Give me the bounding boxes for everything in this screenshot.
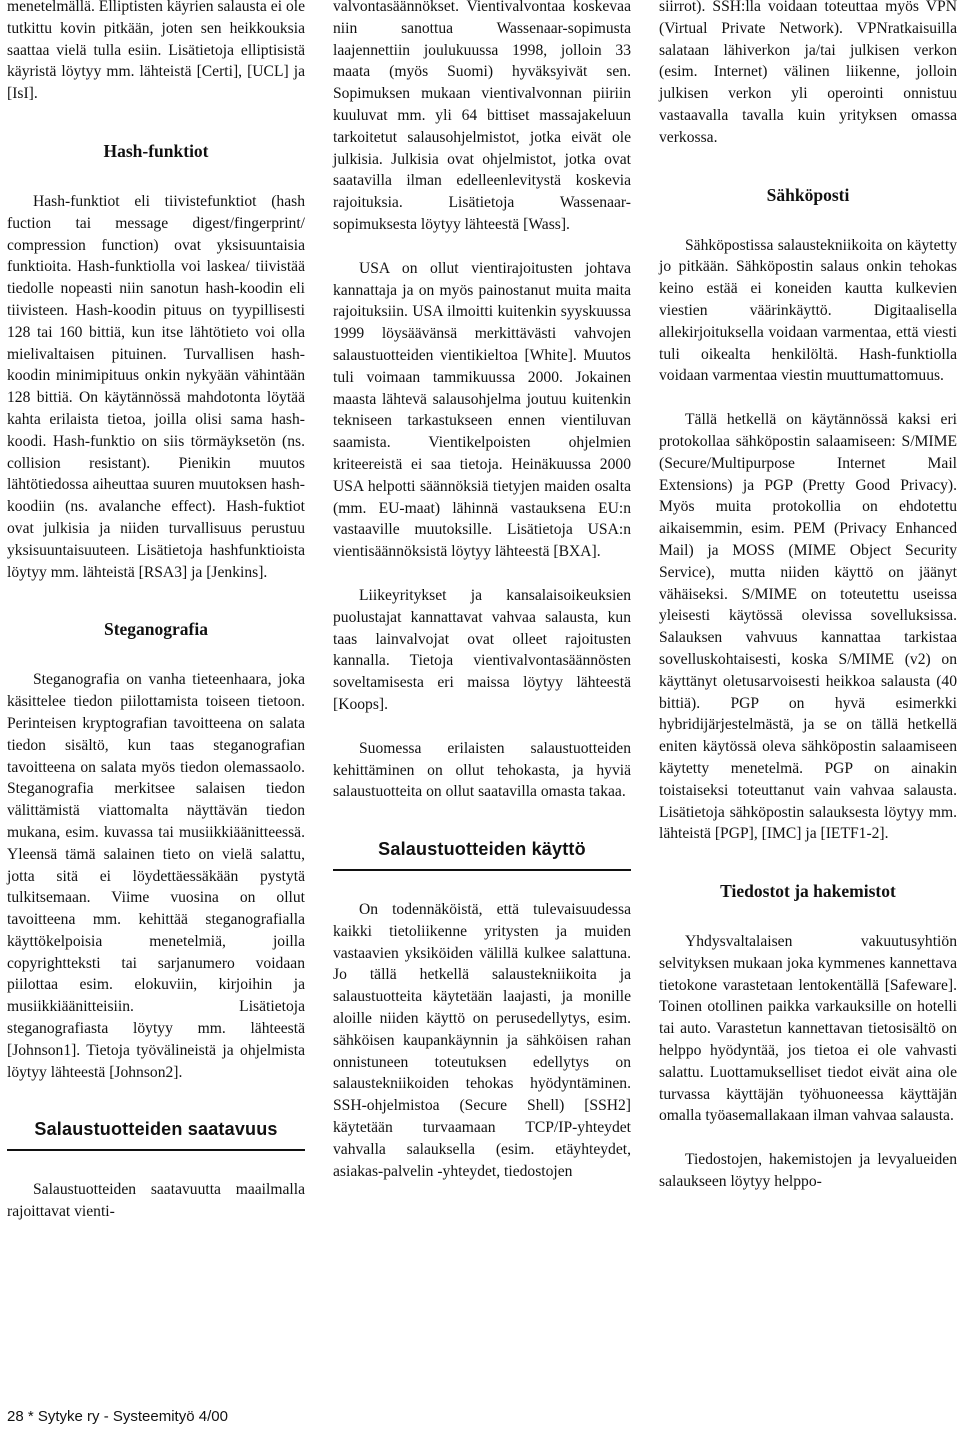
paragraph-smime-pgp: Tällä hetkellä on käytännössä kaksi eri protokollaa sähköpostin salaamiseen: S/MIME (Secure/Multipurpose Internet Mail Extensions) ja PGP (Pretty Good Privacy). Myös muita protokollia on ehdotettu aikaisemmin, esim. PEM (Privacy Enhanced Mail) ja MOSS (MIME Object Security Service), mutta niiden käyttö on jäänyt vähäiseksi. S/MIME on toteutettu useissa yleisesti käytössä olevissa sovelluksissa. Salauksen vahvuus kannattaa tarkistaa sovelluskohtaisesti, koska S/MIME (v2) on käyttänyt oletusarvoisesti heikkoa salausta (40 bittiä). PGP on hyvä esimerkki hybridijärjestelmästä, ja se on tällä hetkellä eniten käytössä oleva sähköpostin salaamiseen käytetty menetelmä. PGP on ainakin toistaiseksi toteuttanut vain vahvaa salausta. Lisätietoja sähköpostin salauksesta löytyy mm. lähteistä [PGP], [IMC] ja [IETF1-2].: [659, 411, 957, 843]
heading-sahkoposti: Sähköposti: [766, 184, 850, 205]
paragraph-usa-vientirajoitukset: USA on ollut vientirajoitusten johtava kannattaja ja on myös painostanut muita maita rajoituksiin. USA ilmoitti kuitenkin syyskuussa 1999 löysäävänsä merkittävästi vahvojen salaustuotteiden vientikieltoa [White]. Muutos tuli voimaan tammikuussa 2000. Jokainen maasta lähtevä salausohjelma joutuu kuitenkin tekniseen tarkastukseen ennen vientiluvan saamista. Vientikelpoisten ohjelmien kriteereistä ei saa tietoja. Heinäkuussa 2000 USA helpotti säännöksiä tietyjen maiden osalta (mm. EU-maat) lähinnä vastauksena EU:n vastaaville muutoksille. Lisätietoja USA:n vientisäännöksistä löytyy lähteestä [BXA].: [333, 259, 631, 561]
paragraph-ellipsis-continuation: menetelmällä. Elliptisten käyrien salausta ei ole tutkittu kovin pitkään, joten sen heikkouksia saattaa vielä tulla esiin. Lisätietoja elliptisistä käyristä löytyy mm. lähteistä [Certi], [UCL] ja [IsI].: [7, 0, 305, 103]
heading-salaustuotteiden-kaytto: Salaustuotteiden käyttö: [333, 837, 631, 871]
paragraph-suomi: Suomessa erilaisten salaustuotteiden kehittäminen on ollut tehokasta, ja hyviä salaustuotteita on ollut saatavilla omasta takaa.: [333, 739, 631, 801]
paragraph-steganografia: Steganografia on vanha tieteenhaara, joka käsittelee tiedon piilottamista toiseen tietoon. Perinteisen kryptografian tavoitteena on salata tiedon sisältö, kun taas steganografian tavoitteena on salata myös tiedon olemassaolo. Steganografia merkitsee salaisen tiedon välittämistä viattomalta näyttävän tiedon mukana, esim. kuvassa tai musiikkiäänitteessä. Yleensä tämä salainen tieto on vielä salattu, jotta sitä ei löydettäessäkään pystytä tulkitsemaan. Viime vuosina on ollut tavoitteena mm. kehittää steganografialla käyttökelpoisia menetelmiä, joilla copyrightteksti tai sarjanumero voidaan piilottaa esim. elokuviin, kirjoihin ja musiikkiäänitteisiin. Lisätietoja steganografiasta löytyy mm. lähteestä [Johnson1]. Tietoja työvälineistä ja ohjelmista löytyy lähteestä [Johnson2].: [7, 671, 305, 1081]
paragraph-vpn: siirrot). SSH:lla voidaan toteuttaa myös VPN (Virtual Private Network). VPNratkaisuilla salataan lähiverkon ja/tai julkisen verkon (esim. Internet) välinen liikenne, jolloin julkisen verkon yli operointi onnistuu vastaavalla tavalla kuin yrityksen omassa verkossa.: [659, 0, 957, 146]
text-column-1: [7, 0, 305, 1223]
page-footer: 28 * Sytyke ry - Systeemityö 4/00: [7, 1408, 228, 1425]
paragraph-sahkoposti-salaus: Sähköpostissa salaustekniikoita on käytetty jo pitkään. Sähköpostin salaus onkin tehokas keino estää ei koneiden kautta kulkevien viestien väärinkäyttö. Digitaalisella allekirjoituksella voidaan varmentaa, että viesti tuli oikealta henkilöltä. Hash-funktiolla voidaan varmentaa viestin muuttumattomuus.: [659, 236, 957, 385]
heading-steganografia: Steganografia: [103, 619, 209, 640]
paragraph-saatavuus-start: Salaustuotteiden saatavuutta maailmalla rajoittavat vienti-: [7, 1181, 305, 1221]
paragraph-wassenaar: valvontasäännökset. Vientivalvontaa koskevaa niin sanottua Wassenaar-sopimusta laajennettiin joulukuussa 1998, jolloin 33 maata (myös Suomi) hyväksyivät sen. Sopimuksen mukaan vientivalvonnan piiriin kuuluvat mm. yli 64 bittiset massajakeluun tarkoitetut salausohjelmistot, jotka eivät ole julkisia. Julkisia ovat ohjelmistot, jotka ovat saatavilla ilman edelleenlevitystä koskevia rajoituksia. Lisätietoja Wassenaar-sopimuksesta löytyy lähteestä [Wass].: [333, 0, 631, 233]
text-column-2: [333, 0, 631, 1182]
paragraph-levyalueet: Tiedostojen, hakemistojen ja levyalueiden salaukseen löytyy helppo-: [659, 1151, 957, 1191]
heading-hash-funktiot: Hash-funktiot: [103, 140, 209, 161]
paragraph-kaytto: On todennäköistä, että tulevaisuudessa kaikki tietoliikenne yritysten ja muiden vastaavien yksiköiden välillä kulkee salattuna. Jo tällä hetkellä salaustekniikoita ja salaustuotteita käytetään laajasti, ja monille aloille niiden käyttö on perusedellytys, esim. sähköisen kaupankäynnin ja sähköisen rahan onnistuneen toteutuksen edellytys on salaustekniikoiden tehokas hyödyntäminen. SSH-ohjelmistoa (Secure Shell) [SSH2] käytetään turvaamaan TCP/IP-yhteydet vahvalla salauksella (esim. etäyhteydet, asiakas-palvelin -yhteydet, tiedostojen: [333, 901, 631, 1180]
paragraph-hash-funktiot: Hash-funktiot eli tiivistefunktiot (hash fuction tai message digest/fingerprint/ compression function) ovat yksisuuntaisia funktioita. Hash-funktiolla voi laskea/ tiivistää tiedolle nopeasti niin sanotun hash-koodin eli tiivisteen. Hash-koodin pituus on tyypillisesti 128 tai 160 bittiä, kun itse lähtötieto voi olla mielivaltaisen pituinen. Turvallisen hash-koodin minimipituus onkin nykyään vähintään 128 bittiä. On käytännössä mahdotonta löytää kahta erilaista tietoa, joilla olisi sama hash-koodi. Hash-funktio on siis törmäyksetön (ns. collision resistant). Pienikin muutos lähtötiedossa aiheuttaa suuren muutoksen hash-koodiin (ns. avalanche effect). Hash-fuktiot ovat julkisia ja niiden turvallisuus perustuu yksisuuntaisuuteen. Lisätietoja hashfunktioista löytyy mm. lähteistä [RSA3] ja [Jenkins].: [7, 192, 305, 581]
paragraph-liikeyritykset: Liikeyritykset ja kansalaisoikeuksien puolustajat kannattavat vahvaa salausta, kun taas lainvalvojat ovat olleet rajoitusten kannalla. Tietoja vientivalvontasäännösten soveltamisesta eri maissa löytyy lähteestä [Koops].: [333, 586, 631, 713]
paragraph-kannettavat: Yhdysvaltalaisen vakuutusyhtiön selvityksen mukaan joka kymmenes kannettava tietokone varastetaan lentokentällä [Safeware]. Toinen otollinen paikka varkauksille on hotelli tai auto. Varastetun kannettavan tietosisältö on helppo hyödyntää, jos tietoa ei ole vahvasti salattu. Luottamukselliset tiedot eivät aina ole turvassa käyttäjän työhuoneessa käyttäjän omalla työasemallakaan ilman vahvaa salausta.: [659, 933, 957, 1125]
text-column-3: [659, 0, 957, 1193]
heading-salaustuotteiden-saatavuus: Salaustuotteiden saatavuus: [7, 1117, 305, 1151]
heading-tiedostot-ja-hakemistot: Tiedostot ja hakemistot: [720, 881, 896, 902]
